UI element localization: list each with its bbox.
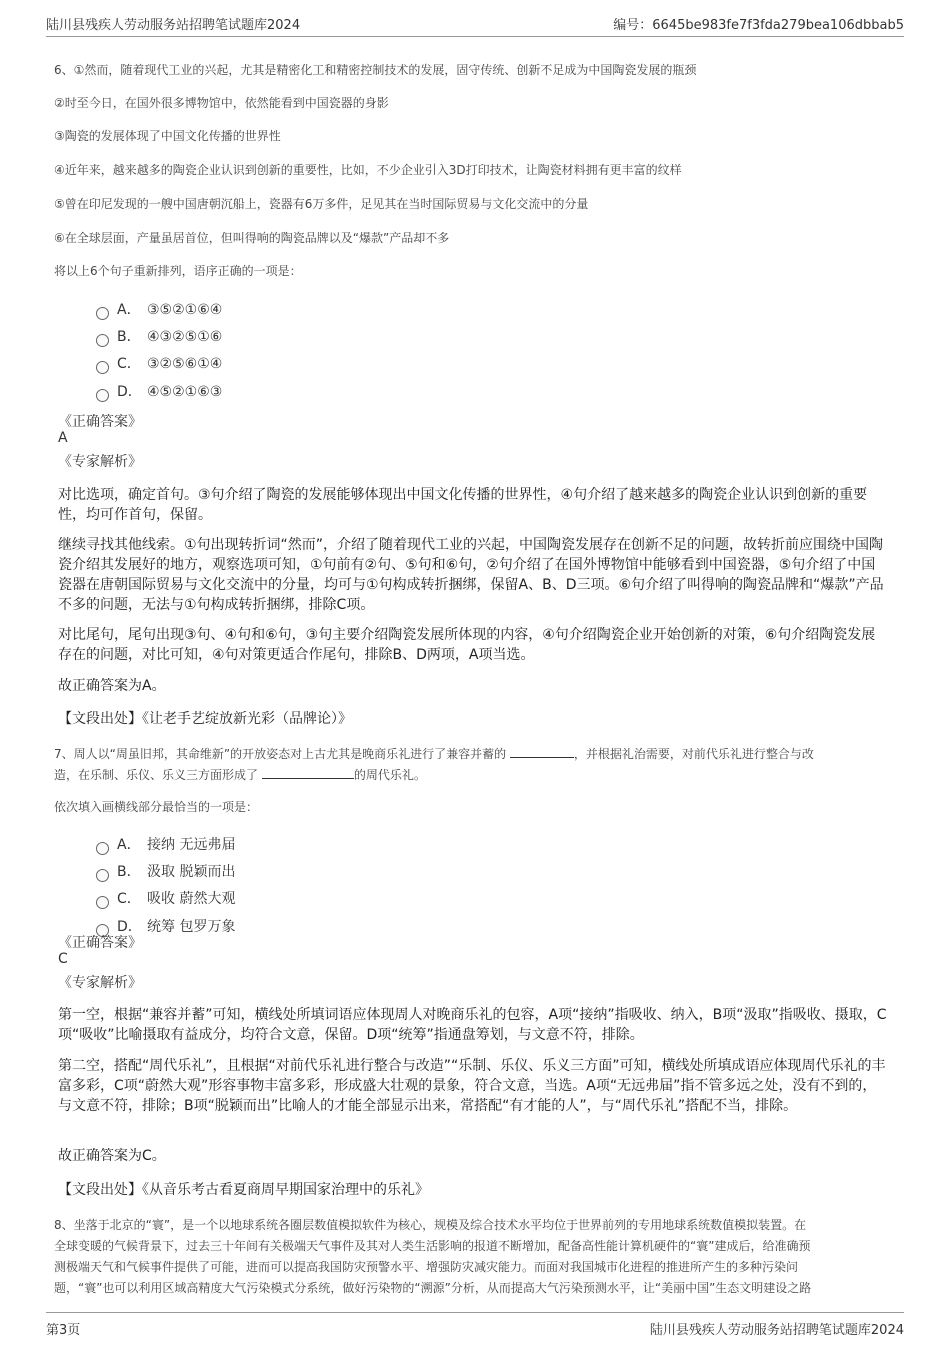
- q8-stem-line-1: 8、坐落于北京的“寰”，是一个以地球系统各圈层数值模拟软件为核心，规模及综合技术水平均位于世界前列的专用地球系统数值模拟装置。在: [54, 1218, 807, 1232]
- q6-analysis-p3: 对比尾句，尾句出现③句、④句和⑥句，③句主要介绍陶瓷发展所体现的内容，④句介绍陶瓷企业开始创新的对策，⑥句介绍陶瓷发展存在的问题，对比可知，④句对策更适合作尾句，排除B、D两项，A项当选。: [58, 627, 876, 663]
- radio-icon[interactable]: [96, 896, 109, 909]
- q6-analysis-p2: 继续寻找其他线索。①句出现转折词“然而”，介绍了随着现代工业的兴起，中国陶瓷发展存在创新不足的问题，故转折前应围绕中国陶瓷介绍其发展好的地方，观察选项可知，①句前有②句、⑤句和⑥句，②句介绍了在国外博物馆中能够看到中国瓷器，⑤句介绍了中国瓷器在唐朝国际贸易与文化交流中的分量，均可与①句构成转折捆绑，保留A、B、D三项。⑥句介绍了叫得响的陶瓷品牌和“爆款”产品不多的问题，无法与①句构成转折捆绑，排除C项。: [58, 537, 884, 613]
- q6-analysis-p1: 对比选项，确定首句。③句介绍了陶瓷的发展能够体现出中国文化传播的世界性，④句介绍了越来越多的陶瓷企业认识到创新的重要性，均可作首句，保留。: [58, 487, 868, 523]
- q6-answer-label: 《正确答案》: [58, 414, 142, 430]
- q7-option-b[interactable]: B． 汲取 脱颖而出: [96, 861, 235, 881]
- radio-icon[interactable]: [96, 334, 109, 347]
- q6-option-d[interactable]: D． ④⑤②①⑥③: [96, 381, 222, 401]
- q7-analysis-p2: 第二空，搭配“周代乐礼”，且根据“对前代乐礼进行整合与改造”“乐制、乐仪、乐义三方面”可知，横线处所填成语应体现周代乐礼的丰富多彩，C项“蔚然大观”形容事物丰富多彩，形成盛大壮观的景象，符合文意，当选。A项“无远弗届”指不管多远之处，没有不到的，与文意不符，排除；B项“脱颖而出”比喻人的才能全部显示出来，常搭配“有才能的人”，与“周代乐礼”搭配不当，排除。: [58, 1058, 886, 1114]
- q6-option-c[interactable]: C． ③②⑤⑥①④: [96, 353, 222, 373]
- q7-answer-label: 《正确答案》: [58, 935, 142, 951]
- q7-stem-line-1: 7、周人以“周虽旧邦，其命维新”的开放姿态对上古尤其是晚商乐礼进行了兼容并蓄的 ，并根据礼治需要，对前代乐礼进行整合与改: [54, 744, 900, 764]
- q6-sentence-2: ②时至今日，在国外很多博物馆中，依然能看到中国瓷器的身影: [54, 96, 389, 110]
- q7-stem-line-2: 造，在乐制、乐仪、乐义三方面形成了 的周代乐礼。: [54, 765, 900, 785]
- q7-answer: C: [58, 951, 68, 967]
- q6-option-a[interactable]: A． ③⑤②①⑥④: [96, 299, 222, 319]
- radio-icon[interactable]: [96, 361, 109, 374]
- footer-title: 陆川县残疾人劳动服务站招聘笔试题库2024: [649, 1323, 904, 1338]
- q6-sentence-4: ④近年来，越来越多的陶瓷企业认识到创新的重要性，比如，不少企业引入3D打印技术，让陶瓷材料拥有更丰富的纹样: [54, 163, 682, 177]
- page-header: [46, 14, 904, 37]
- q6-sentence-6: ⑥在全球层面，产量虽居首位，但叫得响的陶瓷品牌以及“爆款”产品却不多: [54, 231, 450, 245]
- q7-blank-1: [510, 744, 574, 758]
- q7-analysis-p3: 故正确答案为C。: [58, 1148, 166, 1164]
- radio-icon[interactable]: [96, 842, 109, 855]
- q6-option-b[interactable]: B． ④③②⑤①⑥: [96, 326, 222, 346]
- q6-sentence-1: 6、①然而，随着现代工业的兴起，尤其是精密化工和精密控制技术的发展，固守传统、创新不足成为中国陶瓷发展的瓶颈: [54, 63, 697, 77]
- q8-stem-line-2: 全球变暖的气候背景下，过去三十年间有关极端天气事件及其对人类生活影响的报道不断增加，配备高性能计算机硬件的“寰”建成后，给准确预: [54, 1239, 811, 1253]
- q8-stem-line-3: 测极端天气和气候事件提供了可能，进而可以提高我国防灾预警水平、增强防灾减灾能力。而面对我国城市化进程的推进所产生的多种污染问: [54, 1260, 799, 1274]
- q7-prompt: 依次填入画横线部分最恰当的一项是：: [54, 800, 259, 814]
- header-code: 编号：6645be983fe7f3fda279bea106dbbab5: [613, 18, 904, 33]
- q7-analysis-label: 《专家解析》: [58, 975, 142, 991]
- radio-icon[interactable]: [96, 389, 109, 402]
- q7-blank-2: [262, 765, 354, 779]
- q7-option-c[interactable]: C． 吸收 蔚然大观: [96, 888, 235, 908]
- page-footer: [46, 1312, 904, 1337]
- q6-source: 【文段出处】《让老手艺绽放新光彩（品牌论）》: [58, 711, 352, 727]
- q8-stem-line-4: 题，“寰”也可以利用区域高精度大气污染模式分系统，做好污染物的“溯源”分析，从而提高大气污染预测水平，让“美丽中国”生态文明建设之路: [54, 1281, 812, 1295]
- radio-icon[interactable]: [96, 869, 109, 882]
- header-title: 陆川县残疾人劳动服务站招聘笔试题库2024: [46, 18, 301, 33]
- q6-sentence-3: ③陶瓷的发展体现了中国文化传播的世界性: [54, 129, 281, 143]
- page-number: 第3页: [46, 1323, 81, 1338]
- q6-prompt: 将以上6个句子重新排列，语序正确的一项是：: [54, 264, 302, 278]
- q6-analysis-label: 《专家解析》: [58, 454, 142, 470]
- q7-option-d[interactable]: D． 统筹 包罗万象: [96, 916, 235, 936]
- q6-sentence-5: ⑤曾在印尼发现的一艘中国唐朝沉船上，瓷器有6万多件，足见其在当时国际贸易与文化交流中的分量: [54, 197, 589, 211]
- q7-source: 【文段出处】《从音乐考古看夏商周早期国家治理中的乐礼》: [58, 1182, 429, 1198]
- q7-analysis-p1: 第一空，根据“兼容并蓄”可知，横线处所填词语应体现周人对晚商乐礼的包容，A项“接纳”指吸收、纳入，B项“汲取”指吸收、摄取，C项“吸收”比喻摄取有益成分，均符合文意，保留。D项“统筹”指通盘筹划，与文意不符，排除。: [58, 1007, 887, 1043]
- q7-option-a[interactable]: A． 接纳 无远弗届: [96, 834, 235, 854]
- radio-icon[interactable]: [96, 307, 109, 320]
- q6-answer: A: [58, 430, 68, 446]
- q6-analysis-p4: 故正确答案为A。: [58, 678, 166, 694]
